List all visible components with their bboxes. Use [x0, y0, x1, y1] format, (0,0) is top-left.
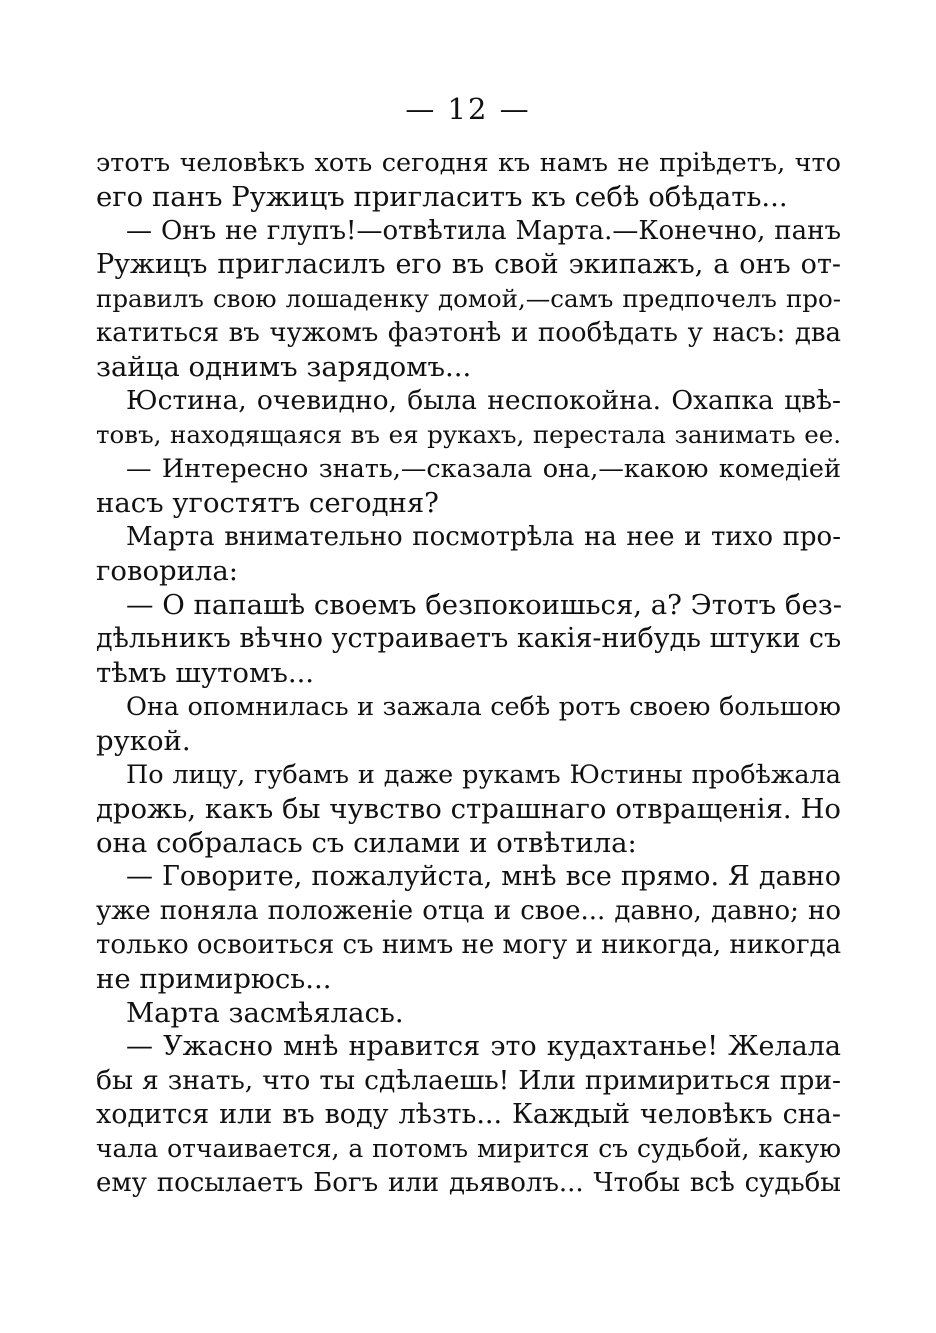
text-line: не примирюсь... [96, 963, 332, 995]
text-line: этотъ человѣкъ хоть сегодня къ намъ не пріѣдетъ, что [96, 148, 841, 178]
page-number: — 12 — [405, 92, 531, 126]
text-line: рукой. [96, 725, 191, 757]
page-body-text [96, 146, 841, 1200]
text-line: говорила: [96, 555, 239, 587]
text-line: Юстина, очевидно, была неспокойна. Охапка цвѣ- [126, 385, 841, 416]
text-line: дрожь, какъ бы чувство страшнаго отвращенія. Но [96, 793, 841, 825]
text-line: Ружицъ пригласилъ его въ свой экипажъ, а онъ от- [96, 249, 841, 280]
text-line: катиться въ чужомъ фаэтонѣ и пообѣдать у насъ: два [96, 318, 841, 348]
text-line: дѣльникъ вѣчно устраиваетъ какія-нибудь штуки съ [96, 623, 842, 654]
text-line: она собралась съ силами и отвѣтила: [96, 827, 637, 859]
text-line: зайца однимъ зарядомъ... [96, 351, 472, 383]
text-line: насъ угостятъ сегодня? [96, 487, 439, 519]
text-line: По лицу, губамъ и даже рукамъ Юстины пробѣжала [126, 760, 841, 790]
text-line: правилъ свою лошаденку домой,—самъ предпочелъ про- [96, 284, 841, 313]
text-line: — О папашѣ своемъ безпокоишься, а? Этотъ без- [126, 589, 843, 621]
text-line: Марта внимательно посмотрѣла на нее и тихо про- [126, 522, 841, 552]
text-line: — Говорите, пожалуйста, мнѣ все прямо. Я давно [126, 861, 841, 892]
text-line: чала отчаивается, а потомъ мирится съ судьбой, какую [96, 1134, 841, 1163]
text-line: — Онъ не глупъ!—отвѣтила Марта.—Конечно, панъ [126, 216, 841, 246]
text-line: Марта засмѣялась. [126, 997, 404, 1029]
text-line: тѣмъ шутомъ... [96, 657, 315, 689]
text-line: товъ, находящаяся въ ея рукахъ, перестала занимать ее. [96, 420, 841, 449]
text-line: — Интересно знать,—сказала она,—какою комедіей [126, 454, 841, 484]
text-line: ходится или въ воду лѣзть... Каждый человѣкъ сна- [96, 1099, 841, 1130]
text-line: только освоиться съ нимъ не могу и никогда, никогда [96, 930, 842, 960]
text-line: бы я знать, что ты сдѣлаешь! Или примириться при- [96, 1065, 841, 1096]
text-line: — Ужасно мнѣ нравится это кудахтанье! Желала [126, 1031, 841, 1062]
text-line: Она опомнилась и зажала себѣ ротъ своею большою [126, 692, 841, 722]
text-line: его панъ Ружицъ пригласитъ къ себѣ обѣдать... [96, 181, 788, 213]
text-line: ему посылаетъ Богъ или дьяволъ... Чтобы всѣ судьбы [96, 1168, 841, 1198]
text-line: уже поняла положеніе отца и свое... давно, давно; но [96, 896, 841, 926]
